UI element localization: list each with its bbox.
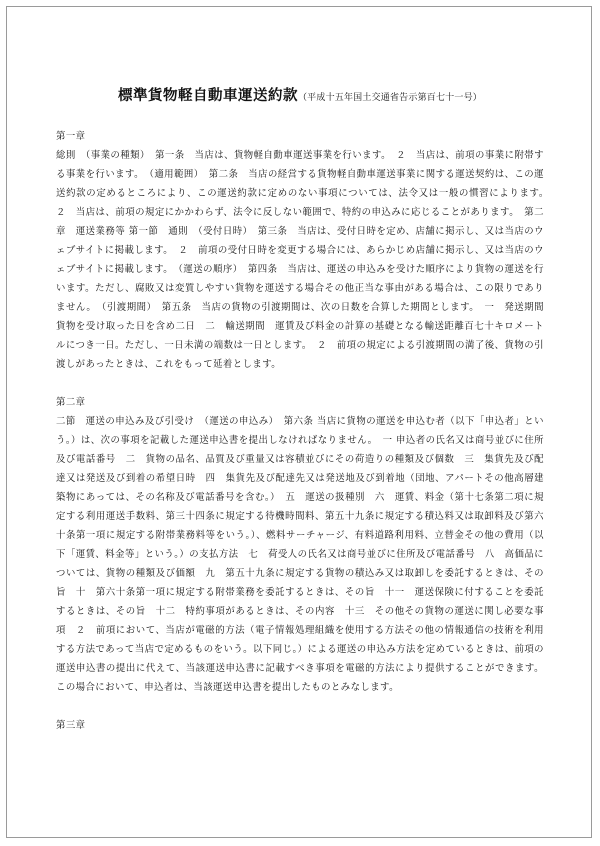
chapter-heading: 第三章: [56, 720, 86, 731]
section-spacer: [56, 374, 544, 393]
subtitle-text: （平成十五年国土交通省告示第百七十一号）: [297, 93, 482, 103]
chapter-1: [56, 127, 554, 374]
document-body: [56, 127, 554, 735]
section-spacer: [56, 697, 544, 716]
chapter-text: 総則 （事業の種類） 第一条 当店は、貨物軽自動車運送事業を行います。 ２ 当店は、前項の事業に附帯する事業を行います。 （適用範囲） 第二条 当店の経営する貨物軽自動車運送事業に関する運送契約は、この運送約款の定めるところにより、この運送約款に定めのない事項については、法令又は一般の慣習によります。 ２ 当店は、前項の規定にかかわらず、法令に反しない範囲で、特約の申込みに応じることがあります。 第二章 運送業務等 第一節 通則 （受付日時） 第三条 当店は、受付日時を定め、店舗に掲示し、又は当店のウェブサイトに掲載します。 ２ 前項の受付日時を変更する場合には、あらかじめ店舗に掲示し、又は当店のウェブサイトに掲載します。 （運送の順序） 第四条 当店は、運送の申込みを受けた順序により貨物の運送を行います。ただし、腐敗又は変質しやすい貨物を運送する場合その他正当な事由がある場合は、この限りでありません。 （引渡期間） 第五条 当店の貨物の引渡期間は、次の日数を合算した期間とします。 一 発送期間 貨物を受け取った日を含め二日 二 輸送期間 運賃及び料金の計算の基礎となる輸送距離百七十キロメートルにつき一日。ただし、一日未満の端数は一日とします。 ２ 前項の規定による引渡期間の満了後、貨物の引渡しがあったときは、これをもって延着とします。: [56, 150, 554, 370]
chapter-3: [56, 716, 544, 735]
document-title: [0, 84, 600, 105]
chapter-text: 二節 運送の申込み及び引受け （運送の申込み） 第六条 当店に貨物の運送を申込む者（以下「申込者」という。）は、次の事項を記載した運送申込書を提出しなければなりません。 一 申込者の氏名又は商号並びに住所及び電話番号 二 貨物の品名、品質及び重量又は容積並びにその荷造りの種類及び個数 三 集貨先及び配達又は発送及び到着の希望日時 四 集貨先及び配達先又は発送地及び到着地（団地、アパートその他高層建築物にあっては、その名称及び電話番号を含む。） 五 運送の扱種別 六 運賃、料金（第十七条第二項に規定する利用運送手数料、第三十四条に規定する待機時間料、第五十九条に規定する積込料又は取卸料及び第六十条第一項に規定する附帯業務料等をいう。）、燃料サーチャージ、有料道路利用料、立替金その他の費用（以下「運賃、料金等」という。）の支払方法 七 荷受人の氏名又は商号並びに住所及び電話番号 八 高価品については、貨物の種類及び価額 九 第五十九条に規定する貨物の積込み又は取卸しを委託するときは、その旨 十 第六十条第一項に規定する附帯業務を委託するときは、その旨 十一 運送保険に付することを委託するときは、その旨 十二 特約事項があるときは、その内容 十三 その他その貨物の運送に関し必要な事項 ２ 前項において、当店が電磁的方法（電子情報処理組織を使用する方法その他の情報通信の技術を利用する方法であって当店で定めるものをいう。以下同じ。）による運送の申込み方法を定めているときは、前項の運送申込書の提出に代えて、当該運送申込書に記載すべき事項を電磁的方法により提供することができます。この場合において、申込者は、当該運送申込書を提出したものとみなします。: [56, 416, 544, 693]
title-text: 標準貨物軽自動車運送約款: [117, 88, 298, 104]
chapter-heading: 第二章: [56, 397, 86, 408]
chapter-2: [56, 393, 544, 697]
chapter-heading: 第一章: [56, 131, 86, 142]
